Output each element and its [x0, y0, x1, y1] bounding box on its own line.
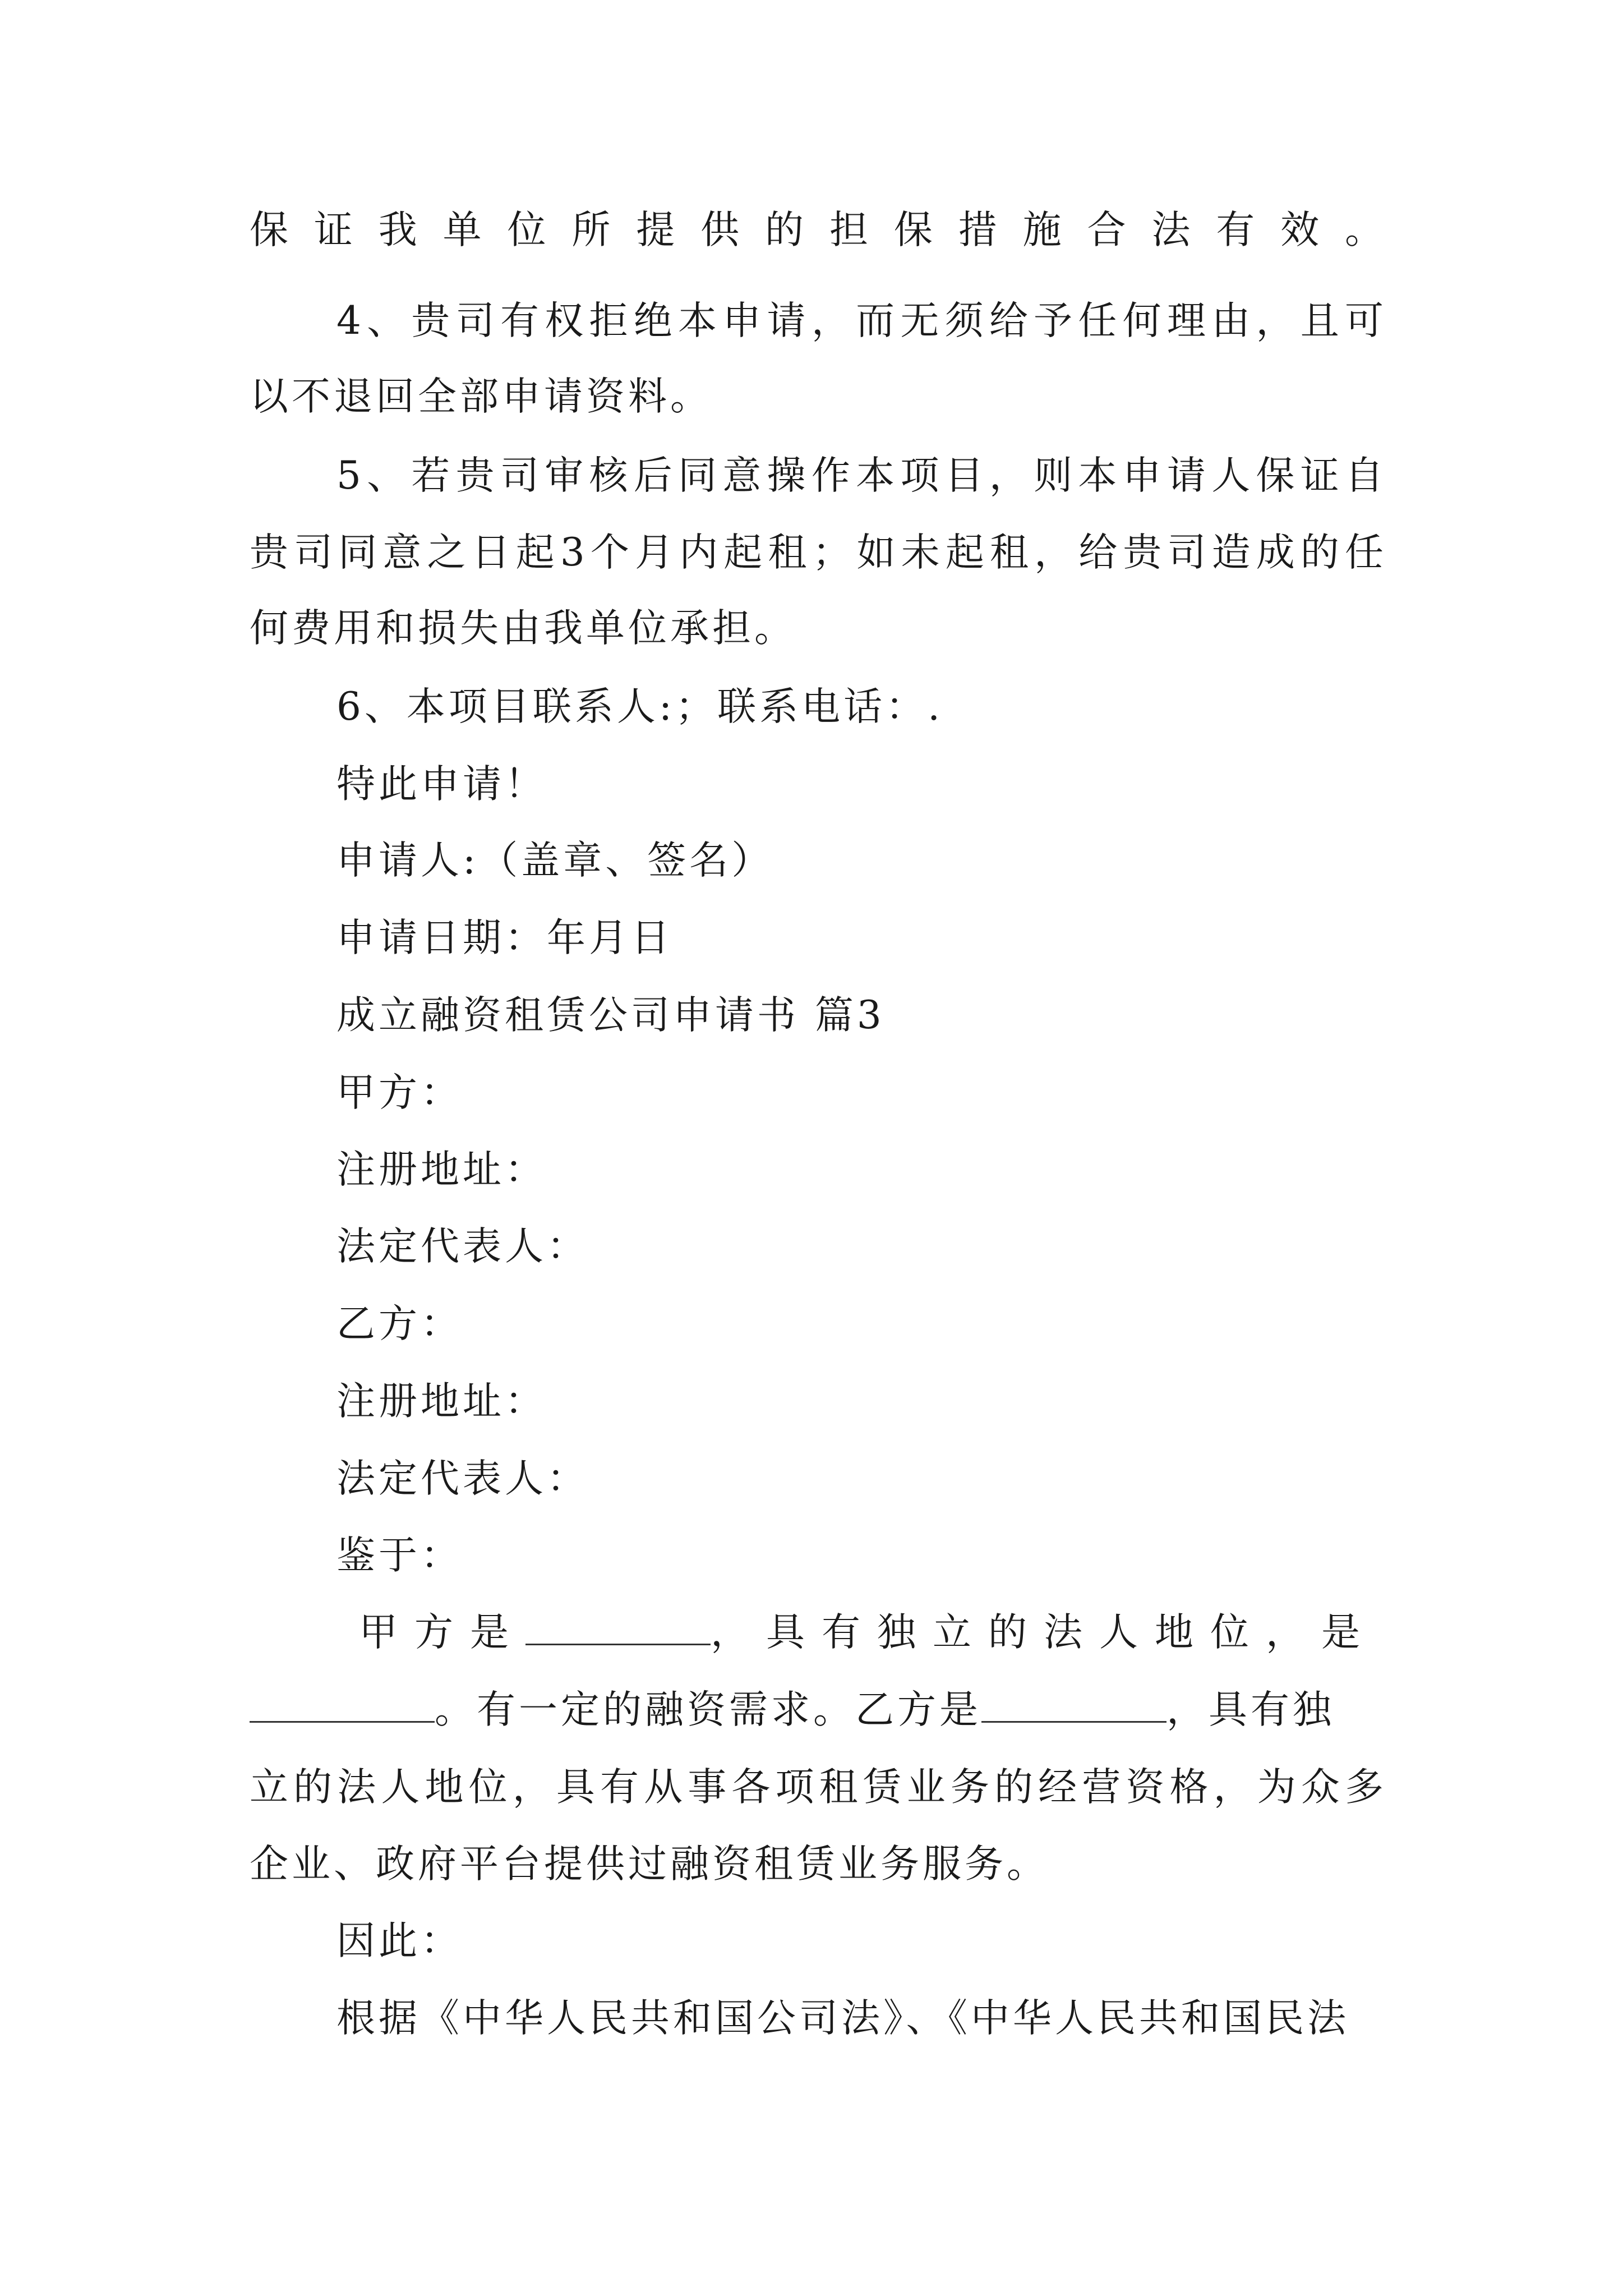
paragraph-text: 贵司同意之日起3个月内起租；如未起租，给贵司造成的任	[250, 530, 1387, 575]
blank-field	[981, 1687, 1166, 1723]
field-label: 注册地址：	[336, 1379, 547, 1424]
blank-field	[250, 1687, 435, 1723]
paragraph-line	[336, 298, 1387, 343]
blank-field	[525, 1610, 711, 1645]
paragraph-line: 特此申请！	[336, 762, 547, 807]
party-a-text-2: ，具有独立的法人地位，是	[711, 1610, 1377, 1655]
paragraph-line: 企业、政府平台提供过融资租赁业务服务。	[250, 1842, 1049, 1887]
paragraph-text: 5、若贵司审核后同意操作本项目，则本申请人保证自	[336, 453, 1387, 498]
party-b-text-1: 。有一定的融资需求。乙方是	[435, 1687, 981, 1732]
paragraph-line: 申请人:（盖章、签名）	[336, 838, 774, 883]
paragraph-line: 以不退回全部申请资料。	[250, 374, 712, 419]
field-label: 甲方：	[336, 1070, 463, 1115]
section-heading: 成立融资租赁公司申请书 篇3	[336, 993, 885, 1038]
field-label: 法定代表人：	[336, 1224, 589, 1269]
paragraph-text: 立的法人地位，具有从事各项租赁业务的经营资格，为众多	[250, 1765, 1387, 1810]
party-a-text-1: 甲方是	[359, 1610, 525, 1655]
paragraph-line: 因此：	[336, 1918, 463, 1963]
paragraph-line	[250, 530, 1387, 575]
paragraph-text: 4、贵司有权拒绝本申请，而无须给予任何理由，且可	[336, 298, 1387, 343]
paragraph-line: 保证我单位所提供的担保措施合法有效。	[250, 208, 1387, 252]
paragraph-line: 6、本项目联系人:；联系电话：.	[336, 684, 944, 729]
party-b-line	[250, 1687, 1335, 1732]
paragraph-line: 申请日期：年月日	[336, 915, 673, 960]
party-a-line	[359, 1610, 1377, 1655]
field-label: 注册地址：	[336, 1147, 547, 1192]
paragraph-line: 何费用和损失由我单位承担。	[250, 606, 796, 651]
paragraph-line	[250, 1765, 1387, 1810]
field-label: 乙方：	[336, 1301, 463, 1346]
paragraph-line	[336, 453, 1387, 498]
party-b-text-2: ，具有独	[1166, 1687, 1335, 1732]
field-label: 法定代表人：	[336, 1456, 589, 1501]
paragraph-line: 根据《中华人民共和国公司法》、《中华人民共和国民法	[336, 1996, 1349, 2041]
field-label: 鉴于：	[336, 1533, 463, 1578]
